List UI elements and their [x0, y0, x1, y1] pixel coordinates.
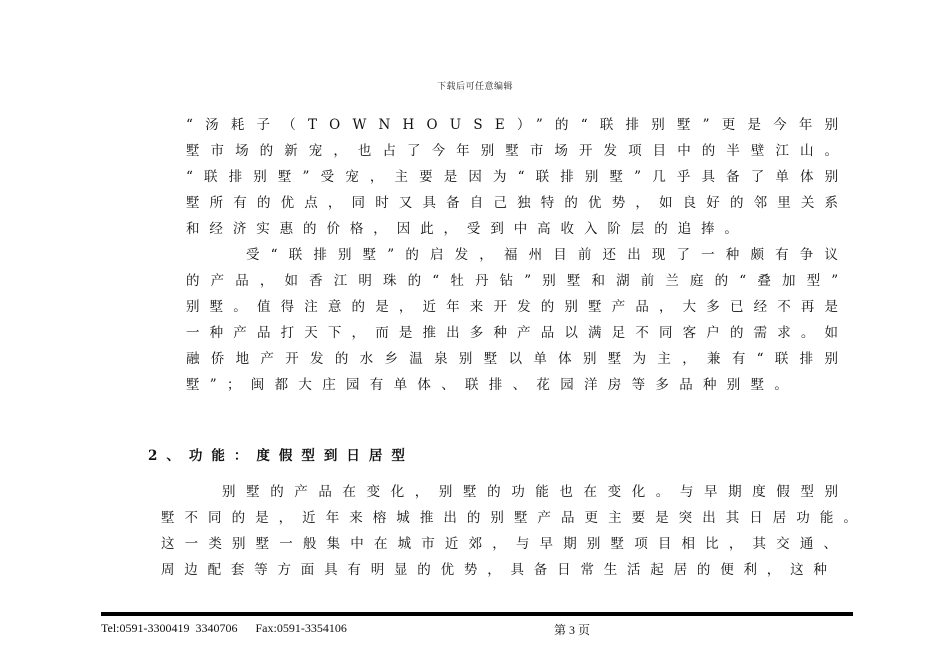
- body-line-text: “联排别墅”受宠，主要是因为“联排别墅”几乎具备了单体别: [186, 169, 850, 185]
- body-line: [161, 536, 848, 552]
- body-line-text: 这一类别墅一般集中在城市近郊，与早期别墅项目相比，其交通、: [161, 536, 848, 552]
- body-line-text: 周边配套等方面具有明显的优势，具备日常生活起居的便利，这种: [161, 562, 837, 578]
- body-line: [186, 169, 850, 185]
- body-line: [186, 351, 850, 367]
- body-line-text: 墅”；闽都大庄园有单体、联排、花园洋房等多品种别墅。: [186, 377, 799, 393]
- body-line: [186, 325, 849, 341]
- body-line-text: 墅市场的新宠，也占了今年别墅市场开发项目中的半壁江山。: [186, 143, 850, 159]
- body-line-text: 的产品，如香江明珠的“牡丹钻”别墅和湖前兰庭的“叠加型”: [186, 273, 850, 289]
- body-line-text: 受“联排别墅”的启发，福州目前还出现了一种颇有争议: [246, 247, 850, 263]
- body-line-text: 墅所有的优点，同时又具备自己独特的优势，如良好的邻里关系: [186, 195, 849, 211]
- body-line: [161, 562, 837, 578]
- footer-contact: Tel:0591-3300419 3340706 Fax:0591-3354106: [101, 621, 347, 635]
- body-line: [186, 117, 851, 133]
- body-line: [161, 510, 867, 526]
- body-line-text: 别墅。值得注意的是，近年来开发的别墅产品，大多已经不再是: [186, 299, 849, 315]
- body-line: [186, 221, 748, 237]
- body-line: [186, 143, 850, 159]
- page-number: 第 3 页: [554, 623, 591, 637]
- body-line-text: 一种产品打天下，而是推出多种产品以满足不同客户的需求。如: [186, 325, 849, 341]
- body-line: [186, 377, 799, 393]
- body-line: [246, 247, 850, 263]
- footer-rule: [101, 612, 853, 616]
- section2-heading: 2、功能：度假型到日居型: [148, 448, 414, 464]
- body-line: [186, 195, 849, 211]
- body-line-text: “汤耗子（TOWNHOUSE）”的“联排别墅”更是今年别: [186, 117, 851, 133]
- body-line-text: 墅不同的是，近年来榕城推出的别墅产品更主要是突出其日居功能。: [161, 510, 867, 526]
- body-line: [222, 484, 849, 500]
- body-line-text: 融侨地产开发的水乡温泉别墅以单体别墅为主，兼有“联排别: [186, 351, 850, 367]
- body-line: [186, 299, 849, 315]
- body-line-text: 别墅的产品在变化，别墅的功能也在变化。与早期度假型别: [222, 484, 849, 500]
- header-note: 下载后可任意编辑: [436, 82, 513, 92]
- body-line-text: 和经济实惠的价格，因此，受到中高收入阶层的追捧。: [186, 221, 748, 237]
- body-line: [186, 273, 850, 289]
